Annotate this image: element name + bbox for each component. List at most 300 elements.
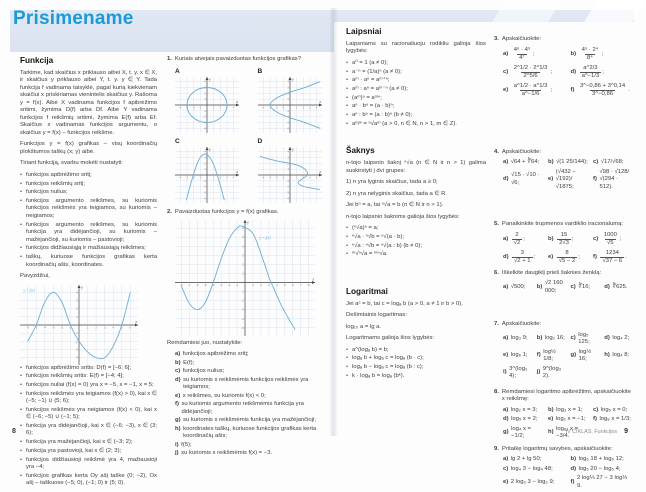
item-punctuation: ; (550, 86, 553, 93)
rule-text: aᵐ⁄ⁿ = ⁿ√aᵐ (a > 0, n ∈ N, n > 1, m ∈ Z). (352, 120, 457, 127)
svg-text:-1: -1 (203, 109, 206, 113)
item-letter: d) (570, 465, 577, 472)
exercise-number: 5. (494, 221, 499, 227)
item-text: log₄ x = −1/2; (511, 425, 531, 439)
funkcija-bullet-list (20, 172, 157, 269)
svg-text:2: 2 (302, 106, 304, 110)
bullet-text: funkcijos nuliai (f(x) = 0) yra x = −5, x = −1, x = 5; (26, 381, 154, 388)
bullet-item (20, 172, 157, 180)
item-letter: d) (175, 376, 181, 383)
svg-text:-3: -3 (203, 121, 206, 125)
item-letter: b) (570, 50, 577, 57)
exercise-item (548, 232, 588, 248)
exercise-text: Pavaizduotas funkcijos y = f(x) grafikas. (174, 209, 279, 216)
bullet-item (20, 448, 157, 456)
exercise-title: Apskaičiuokite: (501, 321, 542, 327)
svg-text:-3: -3 (203, 191, 206, 195)
item-punctuation: . (625, 253, 627, 260)
item-letter: a) (503, 406, 509, 413)
item-letter: g) (503, 429, 509, 436)
fraction (512, 47, 532, 63)
exercise-item (571, 349, 600, 364)
bullet-item (20, 365, 157, 373)
bullet-item (20, 382, 157, 390)
bullet-item (20, 181, 157, 189)
item-text: log₆ 1; (510, 352, 528, 359)
svg-text:-1: -1 (281, 176, 284, 180)
fraction (512, 82, 553, 99)
svg-text:x: x (318, 99, 321, 104)
bullet-item (20, 198, 157, 221)
svg-text:x: x (236, 170, 238, 175)
mini-graphs-grid (175, 68, 326, 204)
bullet-icon: • (20, 447, 23, 454)
item-letter: g) (570, 352, 577, 359)
svg-text:-2: -2 (275, 106, 278, 110)
fraction-numerator: 8 (565, 249, 569, 256)
rule-text: ⁿ√a · ⁿ√b = ⁿ√(a · b); (352, 233, 404, 240)
rule-item (346, 60, 486, 68)
saknys-rules (346, 225, 486, 259)
svg-text:-4: -4 (203, 127, 206, 131)
bullet-item (20, 391, 157, 406)
exercise-item (604, 332, 633, 347)
exercise-2-items (175, 351, 326, 458)
item-text: ∛16; (578, 283, 591, 290)
bullet-text: funkcijos reikšmės yra teigiamos (f(x) > 0), kai x ∈ (−5; −1) ∪ (5; 6); (26, 390, 157, 405)
bullet-icon: • (20, 364, 23, 371)
bullet-icon: • (346, 372, 349, 379)
item-text: su kuriomis x reikšmėmis funkcija yra mažėjančioji; (183, 417, 316, 424)
svg-text:-6: -6 (26, 325, 29, 329)
item-text: log₈₁ x = −3/4. (556, 425, 579, 439)
fraction-numerator: 2^1/2 · 2^1/3 (513, 64, 548, 71)
exercise-item (175, 442, 326, 450)
svg-text:4: 4 (233, 176, 235, 180)
item-text: 2 log₃ 3 − log₃ 9; (510, 478, 555, 485)
item-text: √98 · √128/√(294 · 512). (599, 168, 630, 190)
graph-a-circle (175, 77, 244, 133)
item-text: f(5); (181, 441, 192, 448)
exercise-item (175, 450, 326, 458)
exercise-item (503, 366, 532, 381)
svg-text:3: 3 (268, 282, 270, 287)
bullet-text: funkcijos reikšmės yra neigiamos (f(x) < 0), kai x ∈ (−6; −5) ∪ (−1; 5); (26, 406, 157, 421)
saknys-paragraph: Jei bⁿ = a, tai ⁿ√a = b (n ∈ N ir n > 1). (346, 202, 444, 209)
exercise-text: Kuriais atvejais pavaizduotas funkcijos grafikas? (174, 56, 301, 62)
item-punctuation: . (628, 86, 630, 93)
svg-text:2: 2 (286, 162, 289, 166)
item-punctuation: ; (550, 68, 553, 75)
item-text: log₃ 9; (510, 335, 528, 342)
exercise-title: Panaikinkite trupmenos vardiklio iracionalumą: (501, 221, 624, 227)
exercise-3-items (503, 47, 633, 99)
svg-text:-3: -3 (286, 191, 289, 195)
svg-text:4: 4 (286, 80, 289, 84)
svg-text:4: 4 (286, 150, 289, 154)
item-text: 2 log⅓ 27 − 3 log⅓ 9. (576, 475, 628, 489)
rule-item (346, 69, 486, 77)
fraction (557, 232, 571, 248)
graph-label: A (175, 67, 180, 75)
page-title: Prisimename (13, 8, 134, 29)
bullet-item (20, 189, 157, 197)
svg-text:-4: -4 (179, 176, 182, 180)
svg-text:6: 6 (242, 225, 244, 230)
exercise-item (503, 159, 543, 167)
graph-b-sideways-parabola (258, 77, 327, 133)
exercise-item (548, 416, 588, 424)
exercise-item (503, 65, 566, 81)
fraction-denominator: 8⁴ (587, 55, 593, 61)
exercise-7-items (503, 332, 633, 381)
svg-text:-4: -4 (211, 282, 215, 287)
svg-text:-3: -3 (75, 348, 78, 352)
exercise-title: Apskaičiuokite: (501, 148, 542, 155)
bullet-item (20, 473, 157, 488)
svg-text:4: 4 (276, 282, 278, 287)
bullet-item (20, 407, 157, 422)
bullet-text: funkcijos didžiausioji reikšmė yra 4, mažiausioji yra −4; (26, 456, 157, 471)
item-text: koordinates taškų, kuriuose funkcijos grafikas kerta koordinačių ašis; (183, 425, 317, 440)
item-text: su kuriomis argumento reikšmėmis funkcija yra didėjančioji; (181, 401, 304, 415)
rule-text: (aᵐ)ⁿ = aᵐⁿ; (352, 94, 382, 101)
section-heading-laipsniai: Laipsniai (346, 27, 382, 36)
exercise-item (503, 416, 543, 424)
bullet-icon: • (20, 439, 23, 446)
svg-text:3: 3 (226, 106, 228, 110)
svg-text:-5: -5 (203, 282, 207, 287)
item-text: 9^(log₃ 2). (542, 365, 562, 379)
svg-text:3: 3 (242, 253, 244, 258)
fraction (578, 83, 627, 99)
item-letter: d) (503, 176, 509, 182)
svg-text:-3: -3 (268, 176, 271, 180)
graph-label: C (175, 137, 180, 145)
svg-text:1: 1 (86, 325, 89, 329)
bullet-icon: • (20, 390, 23, 397)
exercise-number: 9. (494, 445, 499, 452)
fraction-denominator: 3^−0,86 (592, 91, 613, 97)
exercise-item (503, 426, 543, 441)
bullet-item (20, 457, 157, 472)
bullet-icon: • (346, 59, 349, 66)
exercise-2-intro: Remdamiesi juo, nustatykite: (167, 339, 243, 346)
bullet-icon: • (346, 355, 349, 362)
svg-text:x: x (135, 319, 137, 324)
exercise-item (175, 401, 326, 416)
graph-cell-d (258, 138, 327, 203)
item-text: √15 · √10 · √6; (511, 172, 540, 186)
exercise-item (548, 407, 588, 415)
exercise-5-items (503, 232, 633, 266)
logaritmai-paragraph: Logaritmams galioja šios lygybės: (346, 335, 435, 342)
graph-cell-b (258, 68, 327, 133)
rule-text: logₐ b − logₐ c = logₐ (b : c); (352, 363, 424, 370)
section-heading-logaritmai: Logaritmai (346, 286, 388, 296)
exercise-number: 4. (494, 148, 499, 155)
item-punctuation: ; (602, 68, 604, 75)
svg-text:2: 2 (242, 262, 244, 267)
svg-text:4: 4 (242, 244, 244, 249)
item-letter: d) (570, 68, 577, 75)
bullet-icon: • (20, 406, 23, 413)
bullet-icon: • (20, 221, 23, 228)
svg-text:-4: -4 (43, 325, 46, 329)
svg-text:3: 3 (204, 86, 206, 90)
item-letter: b) (570, 456, 577, 462)
exercise-number: 6. (494, 269, 499, 276)
svg-text:2: 2 (286, 92, 289, 96)
svg-text:x: x (312, 277, 314, 282)
fraction-denominator: 2^5/6 (523, 73, 538, 79)
exercise-item (503, 280, 532, 295)
item-text: √17/√68; (600, 159, 624, 165)
item-text: √2 160 000; (544, 280, 563, 294)
svg-text:2: 2 (204, 162, 206, 166)
bullet-item (20, 245, 157, 253)
svg-text:y: y (291, 77, 294, 82)
funkcija-paragraph: Tiriant funkciją, svarbu mokėti nustatyti: (20, 160, 123, 167)
exercises-right-column (494, 36, 633, 490)
svg-text:-4: -4 (241, 316, 244, 321)
item-letter: d) (604, 335, 610, 342)
footer-section-label: IV CIKLAS. Funkcijos (565, 429, 618, 435)
bullet-icon: • (346, 77, 349, 84)
rule-item (346, 121, 486, 129)
exercise-item (175, 393, 326, 401)
bullet-icon: • (20, 245, 23, 252)
svg-text:5: 5 (284, 282, 286, 287)
logaritmai-paragraph: Dešimtainis logaritmas: (346, 312, 407, 319)
svg-text:1: 1 (295, 176, 297, 180)
svg-text:-2: -2 (192, 176, 195, 180)
svg-text:1: 1 (252, 282, 254, 287)
svg-text:x: x (236, 99, 238, 104)
svg-text:-4: -4 (286, 197, 289, 201)
item-letter: a) (503, 456, 509, 462)
item-text: √64 + ∛64; (510, 159, 540, 165)
exercise-title: Remdamiesi logaritmo apibrėžtimi, apskaičiuokite x reikšmę: (501, 388, 631, 402)
exercise-number: 3. (494, 36, 499, 42)
item-text: log₂ 16; (544, 335, 565, 342)
fraction-numerator: 3^−0,86 + 3^0,14 (579, 82, 626, 89)
rule-text: a⁰ = 1 (a ≠ 0); (352, 59, 388, 66)
item-letter: e) (503, 478, 509, 485)
svg-text:-2: -2 (227, 282, 231, 287)
exercise-title: Iškelkite daugiklį prieš šaknies ženklą: (501, 269, 602, 276)
fraction-denominator: 4⁷ (519, 55, 525, 61)
item-letter: e) (503, 352, 509, 359)
fraction (580, 65, 602, 81)
logaritmai-formula: log₁₀ a = lg a. (346, 323, 382, 330)
fraction-denominator: √37 − 6 (602, 258, 623, 264)
exercise-item (571, 65, 634, 81)
item-letter: c) (593, 159, 599, 165)
item-letter: c) (570, 335, 576, 342)
svg-text:-2: -2 (192, 106, 195, 110)
svg-text:-1: -1 (69, 325, 72, 329)
rule-item (346, 95, 486, 103)
item-text: √500; (510, 283, 526, 290)
svg-text:7: 7 (299, 282, 302, 287)
svg-text:-8: -8 (180, 282, 183, 287)
fraction-numerator: a^2/3 (583, 64, 598, 71)
item-letter: c) (570, 283, 576, 290)
svg-text:3: 3 (226, 176, 228, 180)
exercise-number: 1. (167, 56, 172, 62)
svg-text:y: y (247, 220, 249, 225)
svg-text:-3: -3 (52, 325, 55, 329)
fraction-numerator: 1234 (605, 249, 619, 256)
exercise-item (571, 466, 634, 474)
svg-text:2: 2 (302, 176, 304, 180)
fraction (602, 232, 619, 248)
item-letter: a) (175, 351, 181, 358)
bullet-item (20, 439, 157, 447)
svg-text:x: x (318, 170, 321, 175)
bullet-item (20, 254, 157, 269)
exercise-number: 7. (494, 321, 499, 327)
svg-text:-4: -4 (261, 176, 264, 180)
svg-text:-1: -1 (241, 289, 244, 294)
item-text: log₅ x = 0; (600, 406, 628, 413)
rule-item (346, 225, 486, 233)
exercise-item (593, 159, 633, 167)
item-punctuation: ; (532, 50, 535, 57)
bullet-icon: • (20, 472, 23, 479)
rule-item (346, 364, 486, 372)
svg-text:1: 1 (204, 98, 206, 102)
exercise-item (175, 360, 326, 368)
item-letter: d) (503, 253, 509, 260)
bullet-icon: • (346, 68, 349, 75)
exercise-item (175, 351, 326, 359)
exercise-item (175, 377, 326, 392)
bullet-icon: • (20, 456, 23, 463)
item-text: funkcijos nulius; (182, 368, 225, 375)
svg-text:4: 4 (204, 80, 206, 84)
item-text: E(f); (183, 359, 195, 366)
example-function-graph (20, 285, 157, 365)
svg-text:-2: -2 (241, 298, 244, 303)
rule-text: aᵐ : aⁿ = aᵐ⁻ⁿ (a ≠ 0); (352, 85, 408, 92)
exercise-item (537, 349, 566, 364)
exercise-number: 8. (494, 388, 499, 395)
item-letter: a) (503, 283, 509, 290)
exercise-8-items (503, 407, 633, 441)
exercise-item (548, 250, 588, 266)
logaritmai-rules (346, 347, 486, 381)
item-letter: b) (175, 359, 181, 366)
rule-item (346, 347, 486, 355)
rule-item (346, 373, 486, 381)
exercise-item (503, 169, 543, 192)
exercise-9 (494, 446, 633, 491)
svg-text:2: 2 (260, 282, 262, 287)
bullet-text: funkcijos argumento reikšmes, su kuriomis funkcijos reikšmės yra teigiamos, su kuriomis – neigiamos; (26, 197, 157, 219)
exercise-4 (494, 149, 633, 192)
svg-text:3: 3 (308, 106, 311, 110)
exercise-item (548, 169, 588, 192)
svg-text:-2: -2 (286, 115, 289, 119)
svg-text:-1: -1 (75, 331, 78, 335)
svg-text:y = f(x): y = f(x) (23, 288, 35, 293)
bullet-icon: • (346, 112, 349, 119)
fraction-denominator: a^−1/6 (521, 91, 540, 97)
right-page-number: 9 (624, 428, 628, 435)
exercise-number: 2. (167, 209, 172, 216)
svg-text:2: 2 (219, 106, 221, 110)
svg-text:-1: -1 (286, 109, 289, 113)
item-text: log₄ 3 − log₄ 48; (510, 465, 553, 472)
item-text: log₅ x = 2; (511, 416, 538, 422)
item-letter: b) (536, 335, 543, 342)
bullet-text: funkcijos didžiausiąją ir mažiausiąją reikšmes; (26, 245, 146, 252)
svg-text:-1: -1 (286, 180, 289, 184)
theory-right-column (346, 27, 486, 384)
item-text: log₅ 20 − log₅ 4; (578, 465, 621, 472)
rule-item (346, 86, 486, 94)
svg-text:1: 1 (295, 106, 297, 110)
item-text: su kuriomis x reikšmėmis funkcijos reikšmės yra teigiamos; (183, 376, 309, 391)
fraction-numerator: 4⁵ · 2⁴ (581, 46, 599, 53)
exercise-2-function-graph (175, 220, 326, 336)
svg-text:3: 3 (286, 86, 289, 90)
bullet-text: funkcijos reikšmių sritis: E(f) = [−4; 4]; (26, 373, 124, 380)
saknys-case-2: 2) n yra nelyginis skaičius, tada a ∈ R. (346, 190, 448, 197)
item-letter: f) (570, 86, 575, 93)
exercise-5 (494, 221, 633, 266)
exercise-2 (167, 209, 326, 217)
bullet-text: funkcijos argumento reikšmes, su kuriomis funkcija yra didėjančioji, su kuriomis – mažėjančioji, su kuriomis – pastovioji; (26, 221, 157, 243)
bullet-icon: • (346, 85, 349, 92)
bullet-item (20, 222, 157, 245)
funkcija-paragraph: Funkcijos y = f(x) grafikas – visų koordinačių plokštumos taškų (x; y) aibė. (20, 141, 157, 155)
bullet-icon: • (20, 422, 23, 429)
exercise-item (593, 416, 633, 424)
fraction-denominator: √5 (607, 240, 614, 246)
fraction (580, 47, 601, 63)
item-letter: c) (503, 465, 509, 472)
rule-text: ᵐ√ⁿ√a = ᵐⁿ√a. (352, 251, 388, 258)
rule-item (346, 243, 486, 251)
svg-text:-3: -3 (241, 307, 244, 312)
item-text: log½ 16; (578, 348, 592, 362)
exercise-item (571, 456, 634, 464)
item-text: x reikšmes, su kuriomis f(x) < 0; (182, 392, 266, 399)
svg-text:-4: -4 (286, 127, 289, 131)
svg-text:-3: -3 (219, 282, 223, 287)
item-letter: a) (503, 235, 509, 242)
svg-text:-1: -1 (203, 180, 206, 184)
item-punctuation: ; (533, 253, 536, 260)
rule-item (346, 103, 486, 111)
right-page-footer (566, 428, 628, 435)
svg-text:-3: -3 (286, 121, 289, 125)
graph-d-curve (258, 147, 327, 203)
exercise-item (503, 83, 566, 99)
svg-text:3: 3 (308, 176, 311, 180)
svg-text:-2: -2 (203, 185, 206, 189)
item-text: log₂ x = 3; (510, 406, 538, 413)
exercise-item (537, 366, 566, 381)
exercise-item (503, 475, 566, 490)
item-text: log₄ 8; (612, 352, 630, 359)
logaritmai-paragraph: Jei aᶜ = b, tai c = logₐ b (a > 0, a ≠ 1 ir b > 0). (346, 300, 463, 307)
svg-text:-1: -1 (281, 106, 284, 110)
item-letter: b) (548, 159, 554, 165)
